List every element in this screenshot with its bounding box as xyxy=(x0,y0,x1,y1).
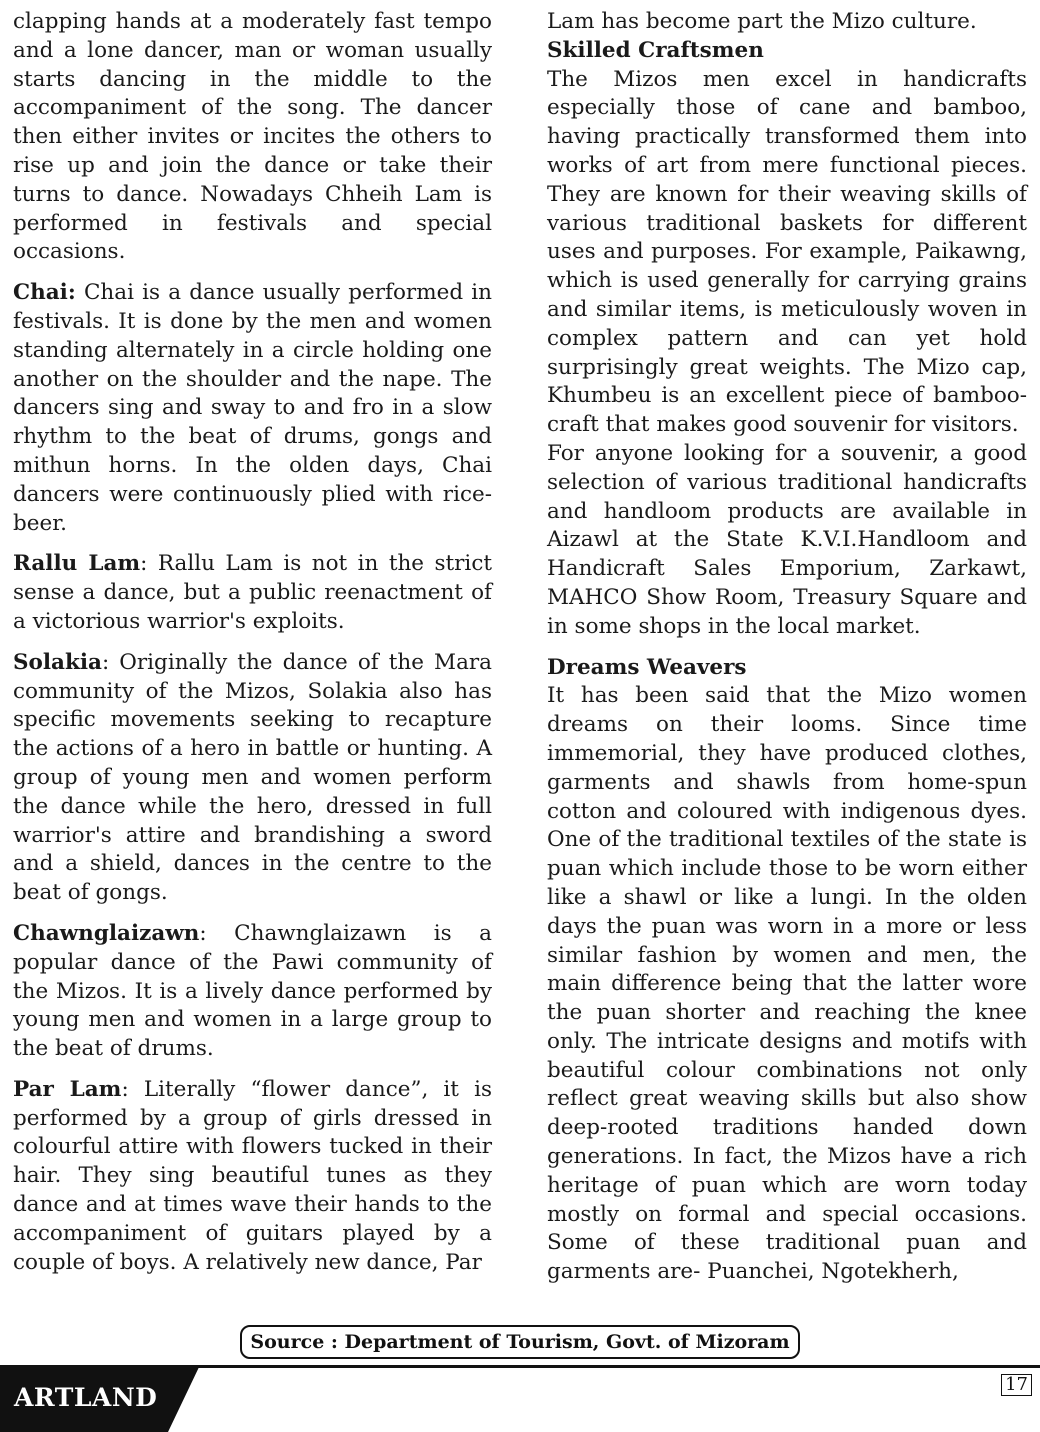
chai-paragraph xyxy=(13,279,492,538)
source-box: Source : Department of Tourism, Govt. of Mizoram xyxy=(240,1325,799,1359)
section-heading-dreams-weavers: Dreams Weavers xyxy=(547,654,747,680)
par-lam-continuation: Lam has become part the Mizo culture. xyxy=(547,9,977,34)
right-column xyxy=(547,8,1027,1287)
footer xyxy=(0,1365,1040,1432)
rallu-lam-paragraph xyxy=(13,550,492,636)
paragraph-text: : Rallu Lam is not in the strict sense a dance, but a public reenactment of a victorious warrior's exploits. xyxy=(13,551,492,634)
dance-term: Rallu Lam xyxy=(13,551,141,577)
chheih-lam-paragraph xyxy=(13,8,492,267)
dance-term: Par Lam xyxy=(13,1076,122,1102)
craftsmen-paragraph: The Mizos men excel in handicrafts especially those of cane and bamboo, having practically transformed them into works of art from mere functional pieces. They are known for their weaving skills of various traditional baskets for different uses and purposes. For example, Paikawng, which is used generally for carrying grains and similar items, is meticulously woven in complex pattern and can yet hold surprisingly great weights. The Mizo cap, Khumbeu is an excellent piece of bamboo-craft that makes good souvenir for visitors. xyxy=(547,66,1027,438)
page-number: 17 xyxy=(1001,1374,1032,1396)
paragraph-text: : Originally the dance of the Mara community of the Mizos, Solakia also has specific movements seeking to recapture the actions of a hero in battle or hunting. A group of young men and women perform the dance while the hero, dressed in full warrior's attire and brandishing a sword and a shield, dances in the centre to the beat of gongs. xyxy=(13,649,492,906)
weavers-paragraph: It has been said that the Mizo women dreams on their looms. Since time immemorial, they have produced clothes, garments and shawls from home-spun cotton and coloured with indigenous dyes. One of the traditional textiles of the state is puan which include those to be worn either like a shawl or like a lungi. In the olden days the puan was worn in a more or less similar fashion by women and men, the main difference being that the latter wore the puan shorter and reaching the knee only. The intricate designs and motifs with beautiful colour combinations not only reflect great weaving skills but also show deep-rooted traditions handed down generations. In fact, the Mizos have a rich heritage of puan which are worn today mostly on formal and special occasions. Some of these traditional puan and garments are- Puanchei, Ngotekherh, xyxy=(547,683,1027,1285)
dance-term: Chai: xyxy=(13,280,76,306)
chawnglaizawn-paragraph xyxy=(13,920,492,1064)
publication-name: ARTLAND xyxy=(14,1383,158,1412)
paragraph-text: : Chawnglaizawn is a popular dance of the Pawi community of the Mizos. It is a lively dance performed by young men and women in a large group to the beat of drums. xyxy=(13,920,492,1062)
solakia-paragraph xyxy=(13,649,492,908)
paragraph-text: Chai is a dance usually performed in festivals. It is done by the men and women standing alternately in a circle holding one another on the shoulder and the nape. The dancers sing and sway to and fro in a slow rhythm to the beat of drums, gongs and mithun horns. In the olden days, Chai dancers were continuously plied with rice-beer. xyxy=(13,280,492,536)
paragraph-text: : Literally “flower dance”, it is performed by a group of girls dressed in colourful attire with flowers tucked in their hair. They sing beautiful tunes as they dance and at times wave their hands to the accompaniment of guitars played by a couple of boys. A relatively new dance, Par xyxy=(13,1076,492,1275)
paragraph-text: clapping hands at a moderately fast tempo and a lone dancer, man or woman usually starts dancing in the middle to the accompaniment of the song. The dancer then either invites or incites the others to rise up and join the dance or take their turns to dance. Nowadays Chheih Lam is performed in festivals and special occasions. xyxy=(13,9,492,265)
section-heading-skilled-craftsmen: Skilled Craftsmen xyxy=(547,37,764,63)
dance-term: Solakia xyxy=(13,649,102,675)
left-column xyxy=(13,8,492,1277)
source-credit xyxy=(0,1325,1040,1359)
souvenir-paragraph: For anyone looking for a souvenir, a good selection of various traditional handicrafts and handloom products are available in Aizawl at the State K.V.I.Handloom and Handicraft Sales Emporium, Zarkawt, MAHCO Show Room, Treasury Square and in some shops in the local market. xyxy=(547,440,1027,639)
dance-term: Chawnglaizawn xyxy=(13,920,200,946)
par-lam-paragraph xyxy=(13,1076,492,1278)
